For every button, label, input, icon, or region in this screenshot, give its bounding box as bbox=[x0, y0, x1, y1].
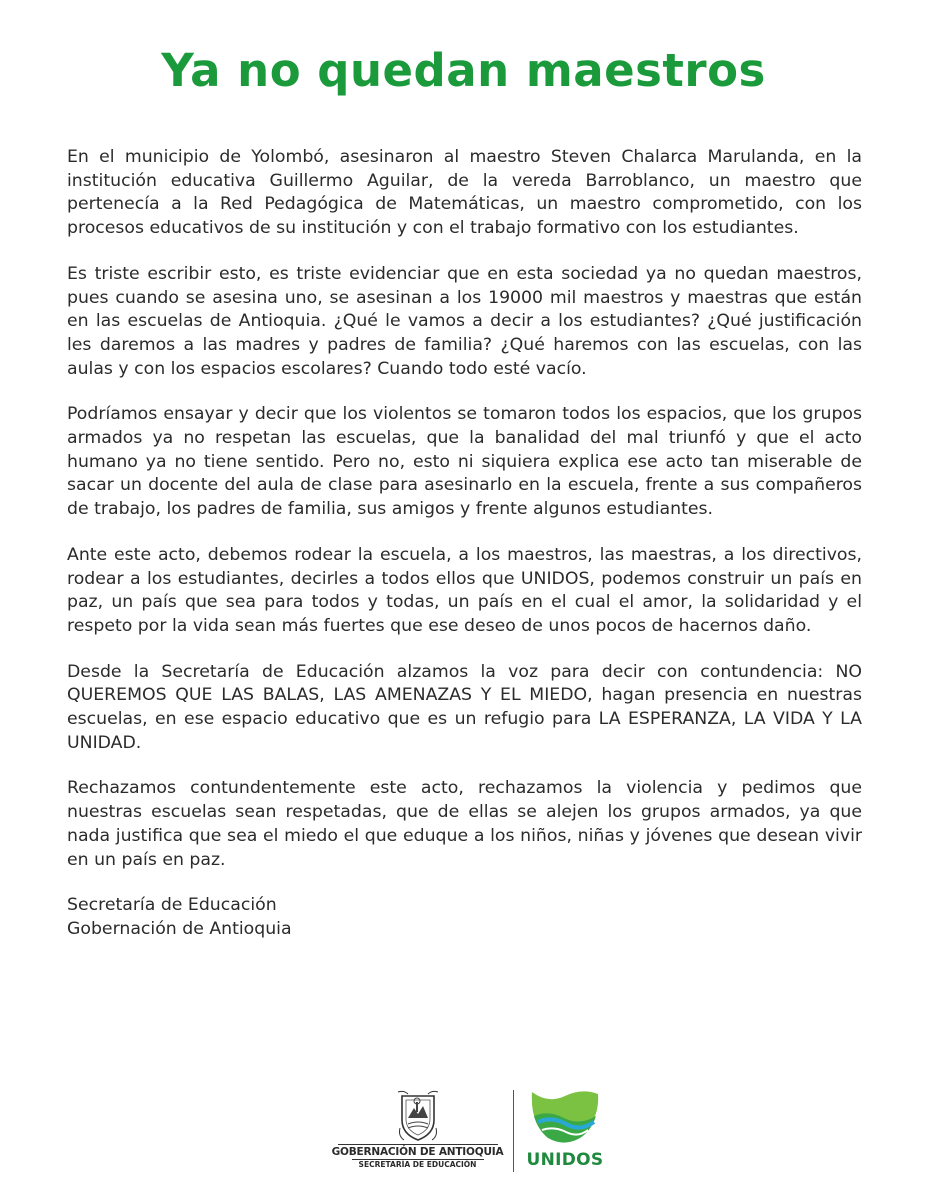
unidos-heart-icon bbox=[528, 1086, 602, 1148]
gobernacion-name: GOBERNACIÓN DE ANTIOQUIA bbox=[331, 1146, 504, 1158]
logo-rule-top bbox=[338, 1144, 498, 1145]
signature-block bbox=[67, 894, 862, 941]
document-body bbox=[67, 146, 862, 942]
paragraph-2: Es triste escribir esto, es triste evidenciar que en esta sociedad ya no quedan maestros, pues cuando se asesina uno, se asesinan a los 19000 mil maestros y maestras que están en las escuelas de Antioquia. ¿Qué le vamos a decir a los estudiantes? ¿Qué justificación les daremos a las madres y padres de familia? ¿Qué haremos con las escuelas, con las aulas y con los espacios escolares? Cuando todo esté vacío. bbox=[67, 263, 862, 379]
paragraph-6: Rechazamos contundentemente este acto, rechazamos la violencia y pedimos que nuestras escuelas sean respetadas, que de ellas se alejen los grupos armados, ya que nada justifica que sea el miedo el que eduque a los niños, niñas y jóvenes que desean vivir en un país en paz. bbox=[67, 778, 862, 870]
paragraph-1: En el municipio de Yolombó, asesinaron al maestro Steven Chalarca Marulanda, en la institución educativa Guillermo Aguilar, de la vereda Barroblanco, un maestro que pertenecía a la Red Pedagógica de Matemáticas, un maestro comprometido, con los procesos educativos de su institución y con el trabajo formativo con los estudiantes. bbox=[67, 147, 862, 239]
unidos-logo bbox=[520, 1086, 610, 1174]
secretaria-name: SECRETARÍA DE EDUCACIÓN bbox=[358, 1160, 477, 1169]
footer-logos bbox=[330, 1082, 620, 1174]
unidos-wordmark: UNIDOS bbox=[526, 1150, 604, 1170]
gobernacion-logo bbox=[330, 1082, 505, 1174]
signature-line-gobernacion: Gobernación de Antioquia bbox=[67, 918, 292, 939]
signature-line-secretaria: Secretaría de Educación bbox=[67, 895, 277, 916]
paragraph-3: Podríamos ensayar y decir que los violentos se tomaron todos los espacios, que los grupos armados ya no respetan las escuelas, que la banalidad del mal triunfó y que el acto humano ya no tiene sentido. Pero no, esto ni siquiera explica ese acto tan miserable de sacar un docente del aula de clase para asesinarlo en la escuela, frente a sus compañeros de trabajo, los padres de familia, sus amigos y frente algunos estudiantes. bbox=[67, 404, 862, 520]
coat-of-arms-icon bbox=[394, 1088, 442, 1144]
paragraph-5: Desde la Secretaría de Educación alzamos la voz para decir con contundencia: NO QUEREMOS QUE LAS BALAS, LAS AMENAZAS Y EL MIEDO, hagan presencia en nuestras escuelas, en ese espacio educativo que es un refugio para LA ESPERANZA, LA VIDA Y LA UNIDAD. bbox=[67, 661, 862, 753]
document-title: Ya no quedan maestros bbox=[161, 44, 766, 97]
logo-divider bbox=[513, 1090, 514, 1172]
paragraph-4: Ante este acto, debemos rodear la escuela, a los maestros, las maestras, a los directivos, rodear a los estudiantes, decirles a todos ellos que UNIDOS, podemos construir un país en paz, un país que sea para todos y todas, un país en el cual el amor, la solidaridad y el respeto por la vida sean más fuertes que ese deseo de unos pocos de hacernos daño. bbox=[67, 544, 862, 636]
